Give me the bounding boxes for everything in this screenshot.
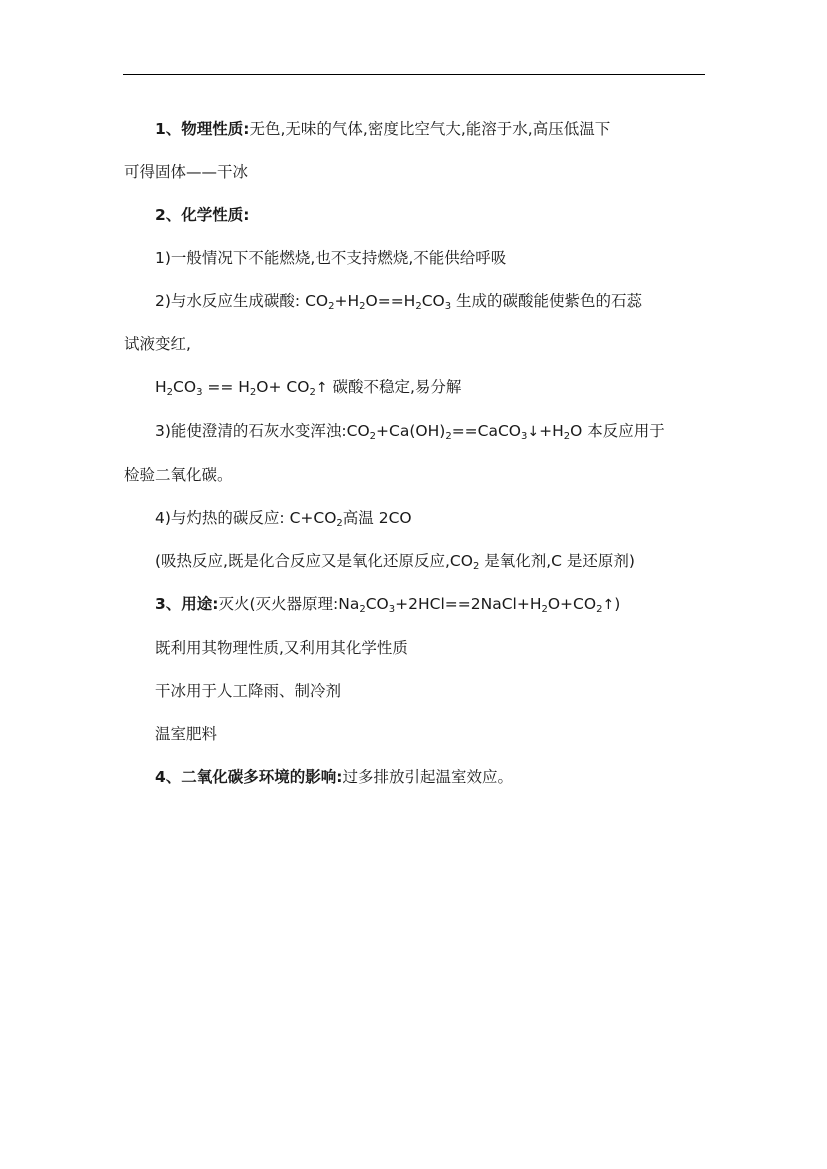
section-label: 2、化学性质:	[155, 206, 250, 224]
equation: $C+CO_2$高温 2CO	[289, 509, 412, 529]
document-body	[124, 108, 706, 799]
equation: $CO_2+Ca(OH)_2==CaCO_3↓+H_2O$	[346, 422, 583, 442]
equation: $Na_2CO_3+2HCl==2NaCl+H_2O+CO_2↑$	[338, 595, 615, 615]
up-arrow-icon: ↑	[602, 597, 615, 613]
section-environment-impact: 4、二氧化碳多环境的影响:过多排放引起温室效应。	[155, 768, 513, 786]
reaction-condition: 高温	[342, 509, 374, 527]
equation: $H_2CO_3 == H_2O+$ $CO_2↑$	[155, 378, 328, 398]
paragraph-text: 无色,无味的气体,密度比空气大,能溶于水,高压低温下	[249, 120, 611, 138]
paragraph-continuation: 可得固体——干冰	[124, 163, 249, 181]
section-physical-properties	[124, 108, 706, 151]
header-rule	[123, 74, 705, 75]
list-item: 2)与水反应生成碳酸: $CO_2+H_2O==H_2CO_3$ 生成的碳酸能使紫色的石蕊	[155, 292, 643, 312]
section-chemical-properties	[124, 194, 706, 237]
up-arrow-icon: ↑	[315, 380, 328, 396]
list-item: 温室肥料	[155, 725, 218, 743]
list-item: 干冰用于人工降雨、制冷剂	[155, 682, 342, 700]
paragraph-continuation: 试液变红,	[124, 335, 191, 353]
list-item: 3)能使澄清的石灰水变浑浊$:CO_2+Ca(OH)_2==CaCO_3↓+H_2O$ 本反应用于	[155, 422, 665, 442]
section-label: 3、用途:	[155, 595, 219, 613]
list-item: (吸热反应,既是化合反应又是氧化还原反应$,CO_2$ 是氧化剂,C 是还原剂)	[155, 552, 635, 572]
paragraph-continuation: 检验二氧化碳。	[124, 466, 233, 484]
list-item: 4)与灼热的碳反应: $C+CO_2$高温 2CO	[155, 509, 412, 529]
section-uses: 3、用途:灭火(灭火器原理$:Na_2CO_3+2HCl==2NaCl+H_2O+CO_2↑$)	[155, 595, 621, 615]
equation: $CO_2+H_2O==H_2CO_3$	[305, 292, 452, 312]
down-arrow-icon: ↓	[527, 424, 540, 440]
list-item: 1)一般情况下不能燃烧,也不支持燃烧,不能供给呼吸	[155, 249, 507, 267]
list-item: $H_2CO_3 == H_2O+$ $CO_2↑$ 碳酸不稳定,易分解	[155, 378, 462, 398]
list-item: 既利用其物理性质,又利用其化学性质	[155, 639, 408, 657]
section-label: 4、二氧化碳多环境的影响:	[155, 768, 343, 786]
section-label: 1、物理性质:	[155, 120, 250, 138]
